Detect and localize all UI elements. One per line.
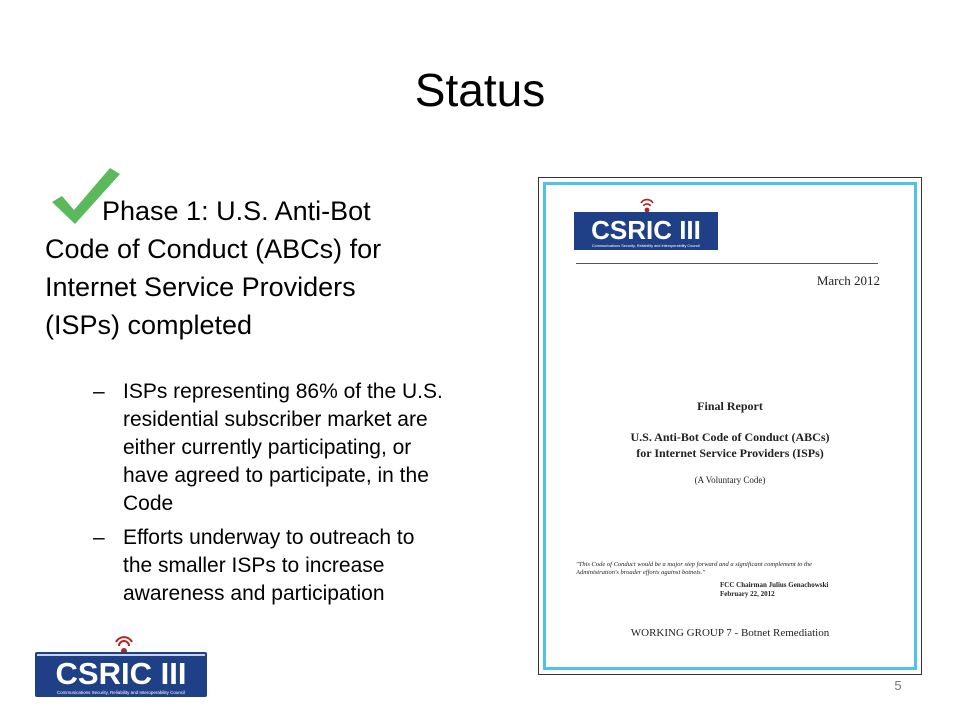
signal-icon	[116, 637, 132, 646]
report-final-label: Final Report	[697, 399, 763, 413]
sub-bullet-line: the smaller ISPs to increase	[123, 554, 385, 577]
report-attribution-date: February 22, 2012	[720, 590, 775, 598]
report-quote-line: Administration's broader efforts against botnets."	[576, 569, 706, 576]
report-attribution	[720, 581, 828, 599]
csric-logo	[34, 628, 210, 700]
report-subtitle-line: for Internet Service Providers (ISPs)	[636, 446, 824, 460]
main-bullet-line: Internet Service Providers	[45, 272, 356, 302]
main-bullet-line: Phase 1: U.S. Anti-Bot	[102, 196, 371, 226]
report-signal-icon	[641, 200, 653, 206]
main-bullet-line: (ISPs) completed	[45, 310, 253, 340]
logo-tagline: Communications Security, Reliability and Interoperability Council	[56, 690, 186, 695]
sub-bullet-line: ISPs representing 86% of the U.S.	[123, 380, 443, 403]
sub-bullet-line: Code	[123, 492, 174, 515]
sub-bullet-list	[93, 378, 503, 614]
report-subtitle	[546, 429, 914, 461]
report-logo-text: CSRIC III	[591, 215, 701, 245]
sub-bullet-line: either currently participating, or	[123, 436, 412, 459]
report-quote	[576, 561, 868, 577]
sub-bullet-line: residential subscriber market are	[123, 408, 428, 431]
report-subtitle-line: U.S. Anti-Bot Code of Conduct (ABCs)	[630, 430, 830, 444]
report-quote-line: "This Code of Conduct would be a major step forward and a significant complement to the	[576, 561, 812, 568]
report-cover-image	[538, 177, 922, 675]
sub-bullet	[93, 524, 503, 608]
report-divider	[576, 263, 878, 264]
report-csric-logo	[572, 193, 722, 257]
main-bullet-text	[45, 192, 465, 344]
slide-title: Status	[414, 64, 546, 116]
report-logo-tagline: Communications Security, Reliability and Interoperability Council	[591, 244, 701, 248]
logo-text: CSRIC III	[55, 656, 187, 691]
report-cover-border	[543, 182, 917, 670]
main-bullet-line: Code of Conduct (ABCs) for	[45, 234, 382, 264]
sub-bullet	[93, 378, 503, 518]
sub-bullet-line: have agreed to participate, in the	[123, 464, 429, 487]
report-working-group: WORKING GROUP 7 - Botnet Remediation	[630, 627, 830, 639]
page-number: 5	[894, 678, 902, 693]
sub-bullet-line: Efforts underway to outreach to	[123, 526, 415, 549]
dash-marker: –	[93, 380, 105, 403]
report-attribution-name: FCC Chairman Julius Genachowski	[720, 581, 829, 589]
report-date: March 2012	[816, 273, 880, 288]
sub-bullet-line: awareness and participation	[123, 582, 385, 605]
report-voluntary-note: (A Voluntary Code)	[694, 475, 766, 485]
dash-marker: –	[93, 526, 105, 549]
